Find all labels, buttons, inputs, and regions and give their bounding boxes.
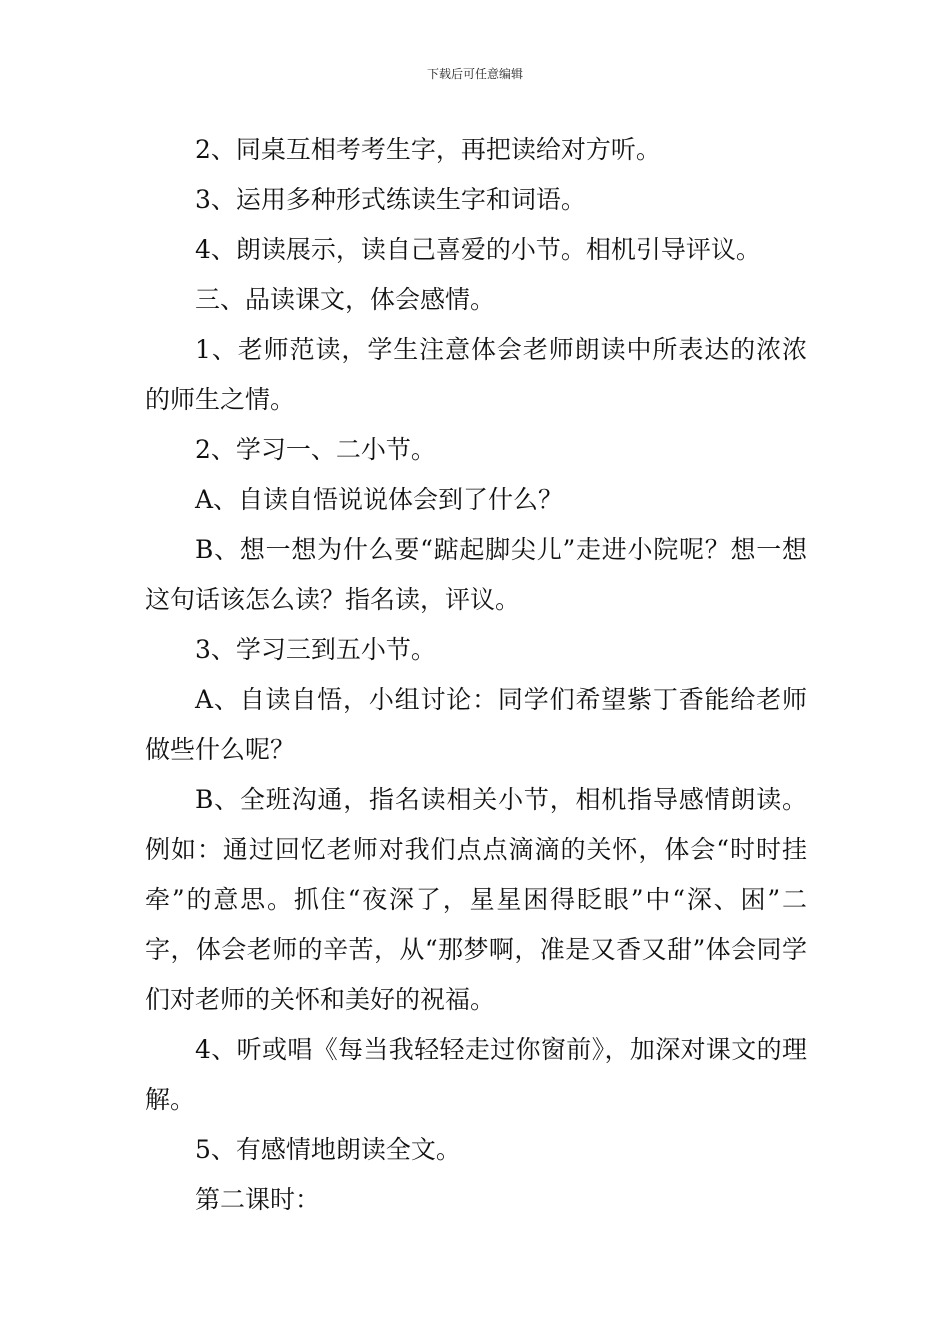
document-body [145, 125, 807, 1225]
paragraph: B、全班沟通，指名读相关小节，相机指导感情朗读。例如：通过回忆老师对我们点点滴滴的关怀，体会“时时挂牵”的意思。抓住“夜深了，星星困得眨眼”中“深、困”二字，体会老师的辛苦，从“那梦啊，准是又香又甜”体会同学们对老师的关怀和美好的祝福。 [145, 785, 807, 1014]
paragraph: 1、老师范读，学生注意体会老师朗读中所表达的浓浓的师生之情。 [145, 335, 807, 414]
paragraph: B、想一想为什么要“踮起脚尖儿”走进小院呢？想一想这句话该怎么读？指名读，评议。 [145, 535, 807, 614]
paragraph: 5、有感情地朗读全文。 [195, 1135, 461, 1164]
paragraph: 4、听或唱《每当我轻轻走过你窗前》，加深对课文的理解。 [145, 1035, 807, 1114]
paragraph: A、自读自悟说说体会到了什么？ [195, 485, 564, 514]
paragraph: 2、学习一、二小节。 [195, 435, 436, 464]
lesson-heading: 第二课时： [195, 1185, 321, 1214]
section-heading: 三、品读课文，体会感情。 [195, 285, 496, 314]
paragraph: A、自读自悟，小组讨论：同学们希望紫丁香能给老师做些什么呢？ [145, 685, 807, 764]
paragraph: 4、朗读展示，读自己喜爱的小节。相机引导评议。 [195, 235, 761, 264]
paragraph: 3、学习三到五小节。 [195, 635, 436, 664]
paragraph: 3、运用多种形式练读生字和词语。 [195, 185, 586, 214]
page-header-note: 下载后可任意编辑 [426, 67, 523, 81]
paragraph: 2、同桌互相考考生字，再把读给对方听。 [195, 135, 661, 164]
